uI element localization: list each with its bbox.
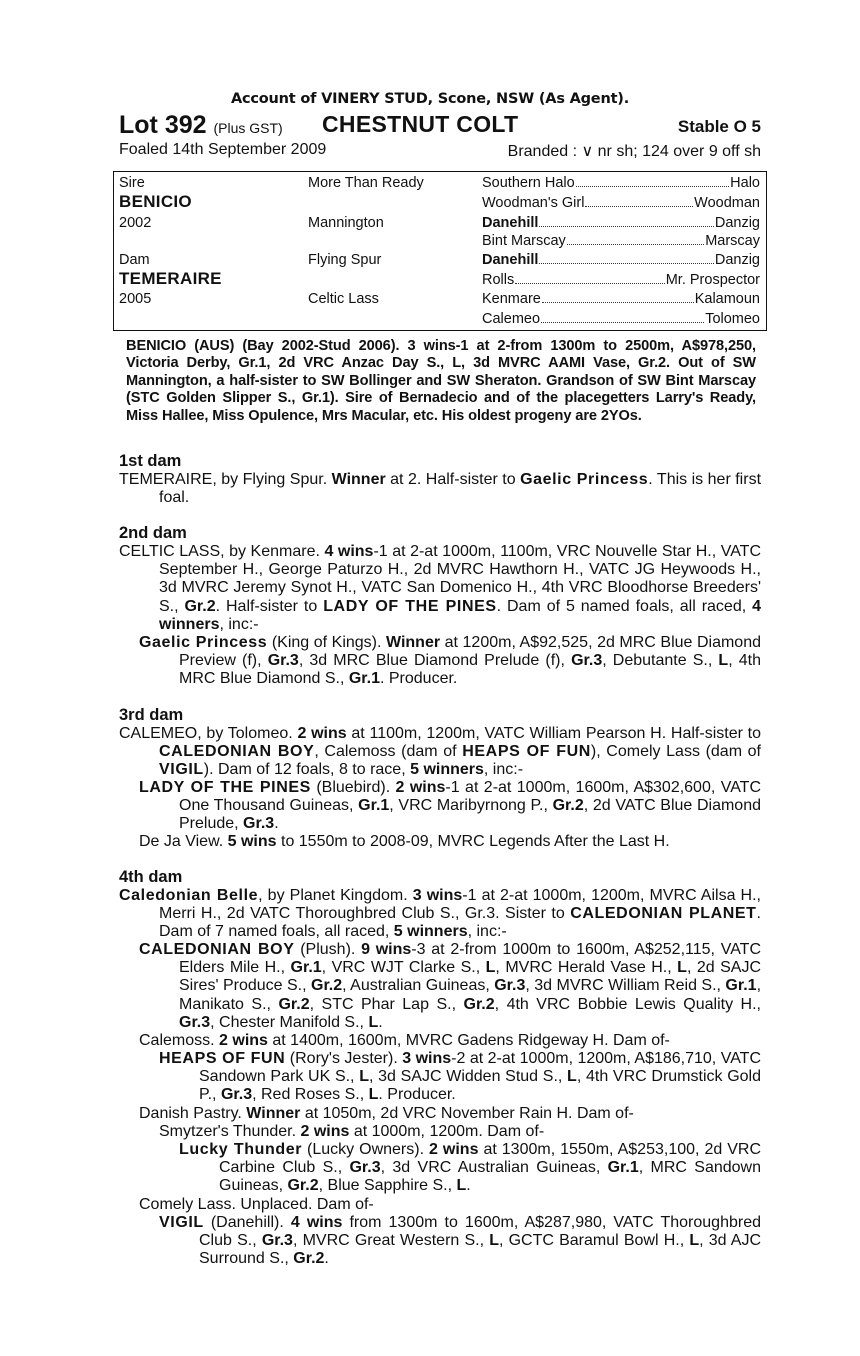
ancestor-name: Bint Marscay [482, 233, 566, 249]
progeny-entry [139, 1032, 761, 1050]
text: , VRC WJT Clarke S., [321, 959, 486, 977]
text: Calemoss. [139, 1032, 220, 1049]
text: , 2d SAJC Sires' Produce S., [179, 959, 762, 995]
horse-name: Gaelic Princess [520, 471, 649, 488]
race-grade: Gr.1 [290, 959, 322, 977]
wins-count: Winner [246, 1105, 301, 1122]
text: , 2d VATC Blue Diamond Prelude, [179, 797, 761, 833]
lot-header [119, 111, 761, 141]
text: , MRC Sandown Guineas, [219, 1159, 761, 1195]
wins-count: 2 wins [297, 725, 347, 742]
text: , 4th VRC Bobbie Lewis Quality H., [494, 995, 761, 1013]
text: , inc:- [219, 615, 259, 633]
dot-leader [585, 195, 693, 207]
race-grade: Gr.2 [463, 995, 495, 1013]
sire-year: 2002 [119, 215, 152, 231]
text: , Calemoss (dam of [314, 743, 463, 761]
race-grade: L [456, 1177, 467, 1195]
text: , MVRC Great Western S., [292, 1232, 490, 1250]
ancestor-sire: Danzig [714, 215, 760, 231]
dot-leader [567, 233, 704, 245]
horse-name: HEAPS OF FUN [159, 1050, 286, 1067]
text: , inc:- [483, 761, 524, 779]
foaled-date: Foaled 14th September 2009 [119, 141, 327, 158]
text: , 3d MVRC William Reid S., [525, 977, 726, 995]
race-grade: Gr.1 [725, 977, 757, 995]
lot-number-text: Lot 392 [119, 111, 207, 139]
text: , Blue Sapphire S., [318, 1177, 457, 1195]
horse-name: HEAPS OF FUN [462, 743, 591, 761]
horse-name: VIGIL [159, 1214, 204, 1231]
text: at 2. Half-sister to [385, 471, 521, 488]
text: Danish Pastry. [139, 1105, 247, 1122]
race-grade: Gr.2 [552, 797, 584, 815]
race-grade: Gr.3 [261, 1232, 293, 1250]
dot-leader [539, 215, 713, 227]
text: , Red Roses S., [252, 1086, 369, 1104]
text: at 1000m, 1200m. Dam of- [349, 1123, 545, 1140]
race-grade: Gr.2 [293, 1250, 325, 1268]
text: , Manikato S., [179, 977, 762, 1013]
text: , by Planet Kingdom. [258, 887, 413, 904]
text: ), Comely Lass (dam of [590, 743, 761, 761]
horse-name: Lucky Thunder [179, 1141, 303, 1158]
text: (Rory's Jester). [285, 1050, 403, 1067]
race-grade: L [368, 1086, 379, 1104]
text: -1 at 2-at 1000m, 1200m, MVRC Ailsa H., Merri H., 2d VATC Thoroughbred Club S., Gr.3. Sister to [159, 887, 761, 923]
race-grade: Gr.2 [287, 1177, 319, 1195]
text: -2 at 2-at 1000m, 1200m, A$186,710, VATC Sandown Park UK S., [199, 1050, 762, 1086]
text: -1 at 2-at 1000m, 1600m, A$302,600, VATC One Thousand Guineas, [179, 779, 761, 815]
lot-description: CHESTNUT COLT [322, 111, 519, 137]
text: (Plush). [294, 941, 362, 958]
text: . Half-sister to [215, 597, 324, 615]
ancestor-row [482, 215, 760, 231]
text: , by Tolomeo. [197, 725, 298, 742]
winners-count: 5 winners [410, 761, 484, 779]
progeny-entry [139, 1105, 761, 1123]
text: . Producer. [379, 670, 458, 688]
horse-name: CALEDONIAN BOY [139, 941, 295, 958]
progeny-entry [139, 779, 761, 834]
pedigree-table [113, 171, 767, 331]
progeny-entry [139, 941, 762, 1032]
text: , by Kenmare. [220, 543, 325, 560]
dot-leader [542, 291, 694, 303]
fourth-dam-paragraph [119, 887, 761, 942]
ancestor-name: Calemeo [482, 311, 541, 327]
text: . Dam of 7 named foals, all raced, [159, 905, 761, 941]
winners-count: 4 winners [159, 597, 761, 633]
sire-label: Sire [119, 175, 145, 191]
text: , Australian Guineas, [342, 977, 495, 995]
dam-name: CELTIC LASS [119, 543, 221, 560]
race-grade: L [567, 1068, 577, 1086]
text: , GCTC Baramul Bowl H., [499, 1232, 690, 1250]
text: Smytzer's Thunder. [159, 1123, 301, 1140]
vendor-account: Account of VINERY STUD, Scone, NSW (As Agent). [230, 91, 630, 107]
sire-dam: Mannington [308, 215, 384, 231]
sire-sire: More Than Ready [308, 175, 424, 191]
foaled-row [119, 141, 761, 159]
race-grade: Gr.3 [243, 815, 275, 833]
gst-note: (Plus GST) [213, 120, 283, 136]
text: , 4th VRC Drumstick Gold P., [199, 1068, 761, 1104]
ancestor-sire: Danzig [714, 252, 760, 268]
ancestor-row [482, 272, 760, 288]
race-grade: L [489, 1232, 499, 1250]
text: Comely Lass. Unplaced. Dam of- [139, 1196, 374, 1213]
race-grade: Gr.2 [278, 995, 310, 1013]
wins-count: Winner [386, 634, 441, 651]
text: , 3d SAJC Widden Stud S., [368, 1068, 568, 1086]
second-dam-paragraph [119, 543, 762, 634]
text: (Danehill). [203, 1214, 291, 1231]
ancestor-name: Woodman's Girl [482, 195, 585, 211]
dam-year: 2005 [119, 291, 152, 307]
dot-leader [539, 252, 713, 264]
text: . [466, 1177, 471, 1195]
race-grade: Gr.1 [358, 797, 390, 815]
progeny-entry [139, 1196, 761, 1214]
ancestor-name: Kenmare [482, 291, 541, 307]
text: , 3d MRC Blue Diamond Prelude (f), [298, 652, 572, 670]
wins-count: 4 wins [324, 543, 374, 560]
wins-count: 2 wins [395, 779, 446, 796]
dam-name: TEMERAIRE [119, 471, 213, 488]
wins-count: 3 wins [402, 1050, 452, 1067]
ancestor-sire: Halo [730, 175, 760, 191]
first-dam-paragraph [119, 471, 762, 507]
text: (Bluebird). [310, 779, 396, 796]
progeny-entry [139, 833, 761, 851]
text: , VRC Maribyrnong P., [389, 797, 553, 815]
horse-name: CALEDONIAN PLANET [570, 905, 757, 923]
horse-name: Caledonian Belle [119, 887, 259, 904]
ancestor-row [482, 195, 760, 211]
text: , STC Phar Lap S., [309, 995, 464, 1013]
third-dam-paragraph [119, 725, 762, 780]
wins-count: Winner [331, 471, 386, 488]
dam-dam: Celtic Lass [308, 291, 379, 307]
text: , inc:- [467, 923, 507, 941]
text: . Dam of 5 named foals, all raced, [496, 597, 753, 615]
text: at 1200m, A$92,525, 2d MRC Blue Diamond Preview (f), [179, 634, 762, 670]
fourth-dam-heading: 4th dam [119, 868, 183, 886]
ancestor-name: Danehill [482, 215, 539, 231]
dam-name: CALEMEO [119, 725, 198, 742]
race-grade: Gr.3 [179, 1013, 211, 1031]
brand-description: Branded : ∨ nr sh; 124 over 9 off sh [507, 143, 761, 160]
dam-label: Dam [119, 252, 150, 268]
text: at 1400m, 1600m, MVRC Gadens Ridgeway H. Dam of- [267, 1032, 670, 1049]
text: (King of Kings). [267, 634, 386, 651]
wins-count: 9 wins [361, 941, 412, 958]
ancestor-row [482, 252, 760, 268]
dot-leader [515, 272, 664, 284]
sire-name: BENICIO [119, 192, 192, 211]
ancestor-row [482, 175, 760, 191]
third-dam-heading: 3rd dam [119, 706, 184, 724]
race-grade: L [689, 1232, 700, 1250]
race-grade: Gr.3 [349, 1159, 381, 1177]
race-grade: Gr.3 [494, 977, 526, 995]
text: -3 at 2-from 1000m to 1600m, A$252,115, VATC Elders Mile H., [179, 941, 761, 977]
ancestor-name: Danehill [482, 252, 539, 268]
text: , 3d VRC Australian Guineas, [380, 1159, 608, 1177]
ancestor-row [482, 291, 760, 307]
wins-count: 3 wins [412, 887, 463, 904]
ancestor-sire: Tolomeo [705, 311, 760, 327]
first-dam-heading: 1st dam [119, 452, 182, 470]
progeny-entry [159, 1214, 762, 1269]
dot-leader [541, 311, 704, 323]
horse-name: LADY OF THE PINES [323, 597, 497, 615]
text: , by Flying Spur. [212, 471, 332, 488]
ancestor-sire: Marscay [705, 233, 760, 249]
text: , 3d AJC Surround S., [199, 1232, 762, 1268]
text: (Lucky Owners). [302, 1141, 430, 1158]
wins-count: 2 wins [219, 1032, 268, 1049]
text: , Debutante S., [602, 652, 719, 670]
race-grade: Gr.3 [220, 1086, 253, 1104]
horse-name: Gaelic Princess [139, 634, 268, 651]
race-grade: Gr.1 [348, 670, 380, 688]
second-dam-heading: 2nd dam [119, 524, 187, 542]
text: from 1300m to 1600m, A$287,980, VATC Thoroughbred Club S., [199, 1214, 761, 1250]
text: at 1050m, 2d VRC November Rain H. Dam of- [300, 1105, 634, 1122]
progeny-entry [139, 634, 762, 689]
race-grade: Gr.3 [571, 652, 603, 670]
horse-name: LADY OF THE PINES [139, 779, 311, 796]
progeny-entry [159, 1050, 762, 1105]
ancestor-row [482, 311, 760, 327]
text: . [378, 1013, 383, 1031]
dam-sire: Flying Spur [308, 252, 382, 268]
race-grade: L [485, 959, 496, 977]
text: at 1300m, 1550m, A$253,100, 2d VRC Carbine Club S., [219, 1141, 762, 1177]
race-grade: L [718, 652, 729, 670]
race-grade: L [359, 1068, 369, 1086]
race-grade: Gr.2 [184, 597, 216, 615]
progeny-entry [179, 1141, 762, 1196]
ancestor-row [482, 233, 760, 249]
race-grade: Gr.3 [267, 652, 299, 670]
text: . [274, 815, 279, 833]
sire-summary: BENICIO (AUS) (Bay 2002-Stud 2006). 3 wins-1 at 2-from 1300m to 2500m, A$978,250, Victoria Derby, Gr.1, 2d VRC Anzac Day S., L, 3d MVRC AAMI Vase, Gr.2. Out of SW Mannington, a half-sister to SW Bollinger and SW Sheraton. Grandson of SW Bint Marscay (STC Golden Slipper S., Gr.1). Sire of Bernadecio and of the placegetters Larry's Ready, Miss Hallee, Miss Opulence, Mrs Macular, etc. His oldest progeny are 2YOs. [126, 338, 756, 424]
text: at 1100m, 1200m, VATC William Pearson H. Half-sister to [346, 725, 762, 742]
ancestor-sire: Woodman [694, 195, 760, 211]
race-grade: L [368, 1013, 379, 1031]
text: . This is her first foal. [159, 471, 762, 507]
wins-count: 2 wins [429, 1141, 479, 1158]
lot-number [119, 111, 283, 140]
text: . [324, 1250, 329, 1268]
text: -1 at 2-at 1000m, 1100m, VRC Nouvelle Star H., VATC September H., George Paturzo H., 2d MVRC Hawthorn H., VATC JG Heywoods H., 3d MVRC Jeremy Synot H., VATC San Domenico H., 4th VRC Bloodhorse Breeders' S., [159, 543, 762, 615]
wins-count: 5 wins [227, 833, 277, 850]
text: , Chester Manifold S., [210, 1013, 369, 1031]
text: , 4th MRC Blue Diamond S., [179, 652, 762, 688]
progeny-entry [159, 1123, 761, 1141]
horse-name: CALEDONIAN BOY [159, 743, 315, 761]
race-grade: L [677, 959, 687, 977]
horse-name: VIGIL [159, 761, 204, 779]
ancestor-name: Rolls [482, 272, 515, 288]
stable-number: Stable O 5 [677, 117, 761, 136]
text: . Producer. [378, 1086, 456, 1104]
ancestor-sire: Mr. Prospector [665, 272, 760, 288]
text: , MVRC Herald Vase H., [495, 959, 678, 977]
text: to 1550m to 2008-09, MVRC Legends After the Last H. [276, 833, 670, 850]
text: ). Dam of 12 foals, 8 to race, [203, 761, 411, 779]
wins-count: 4 wins [290, 1214, 343, 1231]
dam-name: TEMERAIRE [119, 269, 222, 288]
race-grade: Gr.2 [311, 977, 343, 995]
race-grade: Gr.1 [607, 1159, 639, 1177]
wins-count: 2 wins [300, 1123, 350, 1140]
dot-leader [576, 175, 729, 187]
ancestor-name: Southern Halo [482, 175, 575, 191]
text: De Ja View. [139, 833, 228, 850]
winners-count: 5 winners [393, 923, 468, 941]
ancestor-sire: Kalamoun [694, 291, 760, 307]
